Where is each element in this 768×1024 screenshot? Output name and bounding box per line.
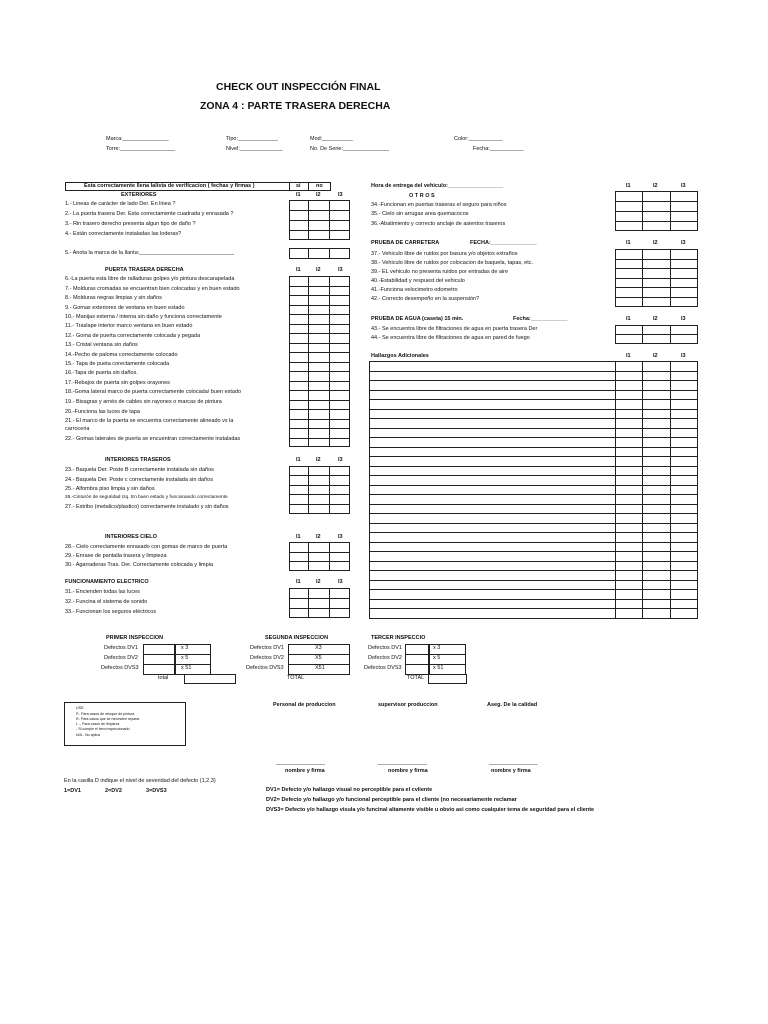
checkbox-grid-electrico[interactable] bbox=[289, 588, 350, 618]
col-i1-label: I1 bbox=[296, 534, 301, 540]
defect-label: Defectos DV2 bbox=[368, 655, 402, 661]
grid-line bbox=[289, 333, 350, 334]
severity-note: En la casilla D indique el nivel de severidad del defecto (1,2,3) bbox=[64, 778, 216, 784]
no-label: no bbox=[316, 183, 323, 189]
legend-line: USE: bbox=[76, 706, 85, 710]
agua-fecha[interactable]: Fecha:____________ bbox=[513, 316, 568, 322]
list-item: 35.- Cielo sin arrugas area quemacocos bbox=[371, 211, 469, 217]
col-i2-label: I2 bbox=[316, 457, 321, 463]
grid-line bbox=[289, 314, 350, 315]
field-serie[interactable]: No. De Serie:_______________ bbox=[310, 146, 389, 152]
grid-line bbox=[369, 542, 698, 543]
severity-level: 3=DVS3 bbox=[146, 788, 167, 794]
grid-line bbox=[369, 380, 698, 381]
field-marca[interactable]: Marca:_______________ bbox=[106, 136, 169, 142]
signature-line[interactable]: ________________ bbox=[276, 760, 325, 766]
list-item: 27.- Estribo (metalico/plastico) correctamente instalado y sin daños bbox=[65, 504, 229, 510]
int-cielo-title: INTERIORES CIELO bbox=[105, 534, 157, 540]
signature-label: nombre y firma bbox=[491, 768, 531, 774]
grid-line bbox=[369, 409, 698, 410]
signature-line[interactable]: ________________ bbox=[489, 760, 538, 766]
grid-line bbox=[289, 343, 350, 344]
defect-label: Defectos DV1 bbox=[368, 645, 402, 651]
grid-line bbox=[369, 504, 698, 505]
grid-line bbox=[369, 494, 698, 495]
col-i1-label: I1 bbox=[626, 183, 631, 189]
carretera-fecha[interactable]: FECHA:_______________ bbox=[470, 240, 537, 246]
grid-line bbox=[369, 371, 698, 372]
grid-line bbox=[369, 599, 698, 600]
grid-line bbox=[369, 589, 698, 590]
multiplier: x 5 bbox=[181, 655, 189, 661]
defect-label: Defectos DVS3 bbox=[364, 665, 402, 671]
col-i1-label: I1 bbox=[626, 316, 631, 322]
legend-line: N/A - No aplica bbox=[76, 733, 100, 737]
severity-level: 2=DV2 bbox=[105, 788, 122, 794]
col-i2-label: I2 bbox=[653, 353, 658, 359]
col-i2-label: I2 bbox=[316, 534, 321, 540]
list-item: 2.- La puerta trasera Der. Esta correctamente cuadrada y enrasada ? bbox=[65, 211, 234, 217]
signature-role: supervisor produccion bbox=[378, 702, 438, 708]
total-input[interactable] bbox=[428, 674, 467, 684]
total-label: TOTAL bbox=[407, 675, 425, 681]
list-item: 26.-Cinturón de seguridad Izq. En buen estado y funcionando correctamente bbox=[65, 495, 228, 500]
defect-input-grid[interactable] bbox=[405, 644, 429, 675]
col-i2-label: I2 bbox=[653, 316, 658, 322]
list-item: 17.-Rebajos de puerta sin golpes orayones bbox=[65, 380, 170, 386]
grid-line bbox=[369, 618, 698, 619]
legend-line: R- Para casos que se necesiten reparar bbox=[76, 717, 140, 721]
exteriores-title: EXTERIORES bbox=[121, 192, 157, 198]
defect-input-grid[interactable] bbox=[143, 644, 175, 675]
signature-label: nombre y firma bbox=[388, 768, 428, 774]
field-nivel[interactable]: Nivel:______________ bbox=[226, 146, 283, 152]
signature-label: nombre y firma bbox=[285, 768, 325, 774]
list-item: 7.- Molduras cromadas se encuentran bien colocadas y en buen estado bbox=[65, 286, 240, 292]
legend-line: L .- Para casos de limpieza bbox=[76, 722, 120, 726]
grid-line bbox=[289, 438, 350, 439]
grid-line bbox=[369, 428, 698, 429]
grid-line bbox=[369, 390, 698, 391]
checkbox-row-llanta[interactable] bbox=[289, 248, 350, 259]
col-i3-label: I3 bbox=[681, 353, 686, 359]
list-item: 41.-Funciona velocimetro odometro bbox=[371, 287, 458, 293]
grid-line bbox=[369, 523, 698, 524]
puerta-title: PUERTA TRASERA DERECHA bbox=[105, 267, 184, 273]
col-i3-label: I3 bbox=[681, 183, 686, 189]
grid-line bbox=[369, 608, 698, 609]
grid-line bbox=[289, 400, 350, 401]
list-item: 18.-Goma lateral marco de puerta correctamente colocada/ buen estado bbox=[65, 389, 242, 395]
grid-line bbox=[289, 409, 350, 410]
list-item: 31.- Encienden todas las luces bbox=[65, 589, 140, 595]
inspection-title: TERCER INSPECCIO bbox=[371, 635, 426, 641]
hallazgos-title: Hallazgos Adicionales bbox=[371, 353, 429, 359]
inspection-title: SEGUNDA INSPECCION bbox=[265, 635, 329, 641]
defect-label: Defectos DV1 bbox=[250, 645, 284, 651]
list-item: 11.- Traslape interior marco ventana en buen estado bbox=[65, 323, 193, 329]
hora-entrega[interactable]: Hora de entrega del vehiculo:__________________ bbox=[371, 183, 504, 189]
list-item: 12.- Goma de puerta correctamente colocada y pegada bbox=[65, 333, 201, 339]
grid-line bbox=[289, 305, 350, 306]
multiplier: x 3 bbox=[433, 645, 441, 651]
si-label: si bbox=[296, 183, 301, 189]
grid-line bbox=[369, 466, 698, 467]
col-i1-label: I1 bbox=[296, 192, 301, 198]
field-fecha[interactable]: Fecha:___________ bbox=[473, 146, 524, 152]
grid-line bbox=[369, 570, 698, 571]
grid-line bbox=[289, 295, 350, 296]
severity-level: 1=DV1 bbox=[64, 788, 81, 794]
signature-line[interactable]: ________________ bbox=[378, 760, 427, 766]
document-subtitle: ZONA 4 : PARTE TRASERA DERECHA bbox=[200, 100, 391, 112]
multiplier: X5 bbox=[315, 655, 322, 661]
field-tipo[interactable]: Tipo:_____________ bbox=[226, 136, 278, 142]
checkbox-grid-int-cielo[interactable] bbox=[289, 542, 350, 571]
col-i3-label: I3 bbox=[338, 579, 343, 585]
grid-line bbox=[289, 324, 350, 325]
col-i2-label: I2 bbox=[316, 267, 321, 273]
grid-line bbox=[369, 551, 698, 552]
grid-line bbox=[369, 447, 698, 448]
list-item: carroceria bbox=[65, 426, 90, 432]
grid-line bbox=[289, 390, 350, 391]
checkbox-grid-int-traseros[interactable] bbox=[289, 466, 350, 514]
grid-line bbox=[369, 561, 698, 562]
list-item: 22.- Gomas laterales de puerta se encuentran correctamente instaladas bbox=[65, 436, 241, 442]
defect-label: Defectos DVS3 bbox=[246, 665, 284, 671]
defect-label: Defectos DV2 bbox=[104, 655, 138, 661]
list-item: 9.- Gomas exteriores de ventana en buen estado bbox=[65, 305, 185, 311]
inspection-title: PRIMER INSPECCION bbox=[106, 635, 164, 641]
grid-line bbox=[369, 513, 698, 514]
electrico-title: FUNCIONAMIENTO ELECTRICO bbox=[65, 579, 149, 585]
multiplier: X3 bbox=[315, 645, 322, 651]
list-item: 20.-Funciona las luces de tapa bbox=[65, 409, 140, 415]
col-i1-label: I1 bbox=[626, 353, 631, 359]
multiplier: X51 bbox=[315, 665, 325, 671]
list-item: 16.-Tapa de puerta sin daños. bbox=[65, 370, 138, 376]
list-item: 39.- EL vehiculo no presenta ruidos por entradas de aire bbox=[371, 269, 509, 275]
list-item: 38.- Vehiculo libre de ruidos por colocacion de baquela, tapas, etc. bbox=[371, 260, 534, 266]
multiplier: x 51 bbox=[433, 665, 444, 671]
list-item: 5.- Anota la marca de la llanta:_______________________________ bbox=[65, 250, 235, 256]
total-label: total bbox=[158, 675, 169, 681]
list-item: 28.- Cielo correctamente enrasado con gomas de marco de puerta bbox=[65, 544, 228, 550]
list-item: 24.- Baquela Der. Poste c correctamente instalada sin daños bbox=[65, 477, 213, 483]
list-item: 4.- Están correctamente instaladas las loderas? bbox=[65, 231, 182, 237]
grid-line bbox=[369, 456, 698, 457]
list-item: 29.- Enrase de pantalla trasera y limpieza bbox=[65, 553, 167, 559]
list-item: 25.- Alfombra piso limpia y sin daños bbox=[65, 486, 155, 492]
field-color[interactable]: Color:___________ bbox=[454, 136, 503, 142]
col-i2-label: I2 bbox=[653, 183, 658, 189]
dv-definition: DV2= Defecto y/o hallazgo y/o funcional perceptible para el cliente (no necesariamente reclamar bbox=[266, 797, 517, 803]
dv-definition: DV1= Defecto y/o hallazgo visual no perceptible para el cvliente bbox=[266, 787, 433, 793]
list-item: 23.- Baquela Der. Poste B correctamente instalada sin daños bbox=[65, 467, 214, 473]
grid-line bbox=[289, 352, 350, 353]
total-label: TOTAL bbox=[287, 675, 305, 681]
col-i3-label: I3 bbox=[681, 316, 686, 322]
grid-line bbox=[289, 419, 350, 420]
grid-line bbox=[289, 371, 350, 372]
list-item: 43.- Se encuentra libre de filtraciones de agua en puerta trasera Der bbox=[371, 326, 538, 332]
col-i2-label: I2 bbox=[316, 192, 321, 198]
grid-line bbox=[289, 381, 350, 382]
list-item: 21.- El marco de la puerta se encuentra correctamente alineado vs la bbox=[65, 418, 234, 424]
list-item: 40.-Estabilidad y respuest del vehiculo bbox=[371, 278, 465, 284]
multiplier: x 3 bbox=[181, 645, 189, 651]
col-i1-label: I1 bbox=[296, 579, 301, 585]
list-item: 36.-Abatimiento y correcto anclaje de asientos traseros bbox=[371, 221, 506, 227]
int-traseros-title: INTERIORES TRASEROS bbox=[105, 457, 171, 463]
col-i2-label: I2 bbox=[653, 240, 658, 246]
grid-line bbox=[369, 437, 698, 438]
list-item: 15.- Tapa de pueta corectamente colocada bbox=[65, 361, 170, 367]
defect-label: Defectos DV2 bbox=[250, 655, 284, 661]
list-item: 8.- Molduras negras limpias y sin daños bbox=[65, 295, 162, 301]
grid-line bbox=[289, 428, 350, 429]
col-i3-label: I3 bbox=[681, 240, 686, 246]
grid-line bbox=[369, 532, 698, 533]
legend-line: - Si cumple el item inspeccionado bbox=[76, 727, 130, 731]
signature-role: Aseg. De la calidad bbox=[487, 702, 538, 708]
grid-line bbox=[369, 475, 698, 476]
grid-line bbox=[369, 485, 698, 486]
list-item: 30.- Agarraderas Tras. Der. Correctamente colocada y limpia bbox=[65, 562, 213, 568]
col-i3-label: I3 bbox=[338, 534, 343, 540]
col-i1-label: I1 bbox=[626, 240, 631, 246]
document-title: CHECK OUT INSPECCIÓN FINAL bbox=[216, 81, 381, 93]
signature-role: Personal de produccion bbox=[273, 702, 336, 708]
defect-label: Defectos DV1 bbox=[104, 645, 138, 651]
list-item: 32.- Funcina el sistema de sonido bbox=[65, 599, 148, 605]
grid-line bbox=[289, 362, 350, 363]
grid-line bbox=[369, 399, 698, 400]
agua-title: PRUEBA DE AGUA (caseta) 15 min. bbox=[371, 316, 464, 322]
verification-header: Esta correctamente llena lalista de verificacion ( fechas y firmas ) bbox=[84, 183, 255, 189]
col-i1-label: I1 bbox=[296, 267, 301, 273]
legend-line: P.- Para casos de retoque de pintura bbox=[76, 712, 135, 716]
list-item: 3.- Rin trasero derecho presenta algun tipo de daño ? bbox=[65, 221, 196, 227]
col-i2-label: I2 bbox=[316, 579, 321, 585]
grid-line bbox=[289, 286, 350, 287]
list-item: 34.-Funcionan en puertas traseras el seguro para niños bbox=[371, 202, 507, 208]
dv-definition: DVS3= Defecto y/o hallazgo visula y/o funcinal altamente visible u obvio asi como cualquier tema de seguridad para el cliente bbox=[266, 807, 595, 813]
list-item: 13.- Cristal ventana sin daños bbox=[65, 342, 138, 348]
multiplier: x 51 bbox=[181, 665, 192, 671]
list-item: 44.- Se encuentra libre de filtraciones de agua en pared de fuego bbox=[371, 335, 530, 341]
grid-line bbox=[369, 580, 698, 581]
list-item: 1.- Lineas de carácter de lado Der. En linea ? bbox=[65, 201, 176, 207]
field-mod[interactable]: Mod:__________ bbox=[310, 136, 353, 142]
list-item: 42.- Correcto desempeño en la suspensión? bbox=[371, 296, 480, 302]
list-item: 33.- Funcionan los seguros eléctricos bbox=[65, 609, 157, 615]
col-i1-label: I1 bbox=[296, 457, 301, 463]
col-i3-label: I3 bbox=[338, 192, 343, 198]
total-input[interactable] bbox=[184, 674, 236, 684]
list-item: 19.- Bisagras y arnés de cables sin rayones o marcas de pintura bbox=[65, 399, 222, 405]
grid-line bbox=[369, 418, 698, 419]
list-item: 6.-La puerta esta libre de ralladuras golpes y/o pintura descarapelada bbox=[65, 276, 235, 282]
multiplier: x 5 bbox=[433, 655, 441, 661]
carretera-title: PRUEBA DE CARRETERA bbox=[371, 240, 440, 246]
list-item: 10.- Manijas externa / interna sin daño y funciona correctamente bbox=[65, 314, 222, 320]
col-i3-label: I3 bbox=[338, 457, 343, 463]
field-torre[interactable]: Torre:__________________ bbox=[106, 146, 176, 152]
col-i3-label: I3 bbox=[338, 267, 343, 273]
list-item: 37.- Vehiculo libre de ruidos por basura y/o objetos extraños bbox=[371, 251, 518, 257]
otros-title: O T R O S bbox=[409, 193, 435, 199]
defect-label: Defectos DVS3 bbox=[101, 665, 139, 671]
list-item: 14.-Pecho de paloma correctamente colocado bbox=[65, 352, 178, 358]
